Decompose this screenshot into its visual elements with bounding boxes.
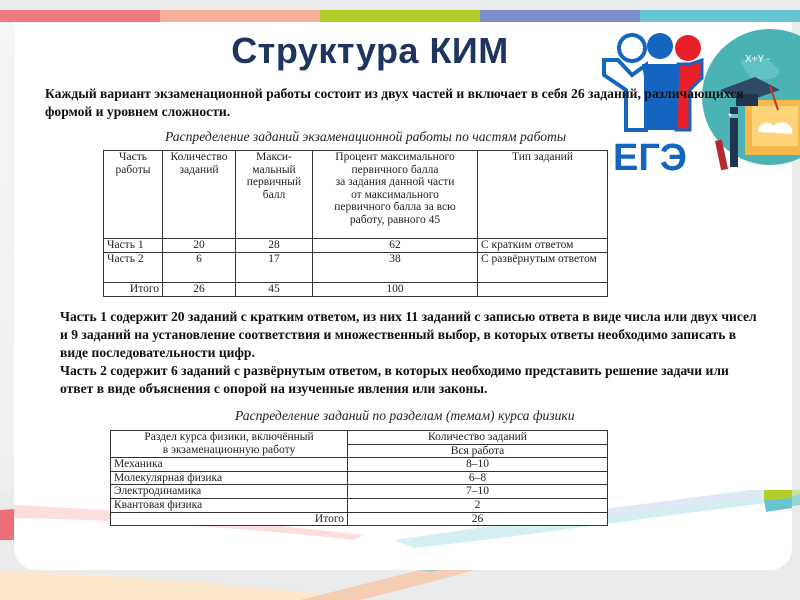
logo-head-left xyxy=(619,35,645,61)
table-cell: 7–10 xyxy=(348,485,608,499)
table1-caption: Распределение заданий экзаменационной работы по частям работы xyxy=(165,129,567,144)
table-cell: Часть 1 xyxy=(104,239,163,253)
header-cell: Раздел курса физики, включённый в экзаменационную работу xyxy=(111,431,348,458)
table-row xyxy=(111,458,608,472)
svg-text:X+Y -: X+Y - xyxy=(745,54,771,65)
table-cell: Итого xyxy=(111,512,348,526)
table-cell: 26 xyxy=(348,512,608,526)
table-cell: 20 xyxy=(163,239,236,253)
table-cell: Молекулярная физика xyxy=(111,471,348,485)
table2-caption: Распределение заданий по разделам (темам) курса физики xyxy=(235,408,575,423)
table-cell: 2 xyxy=(348,498,608,512)
table-cell: Механика xyxy=(111,458,348,472)
table-cell: Квантовая физика xyxy=(111,498,348,512)
table-cell: Итого xyxy=(104,283,163,297)
header-cell: Тип заданий xyxy=(478,151,608,239)
table-total-row xyxy=(111,512,608,526)
table-cell xyxy=(478,283,608,297)
header-cell: Количество заданий xyxy=(348,431,608,445)
table-row xyxy=(104,253,608,283)
table-cell: 45 xyxy=(236,283,313,297)
table-cell: 17 xyxy=(236,253,313,283)
table-cell: 100 xyxy=(313,283,478,297)
header-cell: Вся работа xyxy=(348,444,608,458)
table-cell: Часть 2 xyxy=(104,253,163,283)
header-cell: Процент максимального первичного балла за задания данной части от максимального первичного балла за всю работу, равного 45 xyxy=(313,151,478,239)
part1-description: Часть 1 содержит 20 заданий с кратким ответом, из них 11 заданий с записью ответа в виде числа или двух чисел и 9 заданий на установление соответствия и множественный выбор, в которых ответы необходимо записать в виде последовательности цифр. xyxy=(60,309,757,360)
svg-text:ЕГЭ: ЕГЭ xyxy=(613,137,687,175)
table-total-row xyxy=(104,283,608,297)
table-cell: 6–8 xyxy=(348,471,608,485)
parts-table xyxy=(103,150,608,297)
header-cell: Количество заданий xyxy=(163,151,236,239)
stripe-segment-peach xyxy=(160,10,320,22)
table-cell: Электродинамика xyxy=(111,485,348,499)
table-row xyxy=(111,498,608,512)
body-text xyxy=(60,308,760,398)
stripe-segment-coral xyxy=(0,10,160,22)
page-title: Структура КИМ xyxy=(231,30,509,71)
stripe-segment-lime xyxy=(320,10,480,22)
table-cell: С развёрнутым ответом xyxy=(478,253,608,283)
table-cell: 8–10 xyxy=(348,458,608,472)
intro-paragraph: Каждый вариант экзаменационной работы состоит из двух частей и включает в себя 26 заданий, различающихся формой и уровнем сложности. xyxy=(45,86,744,119)
table-header-row xyxy=(111,431,608,445)
table-row xyxy=(111,471,608,485)
topics-table xyxy=(110,430,608,526)
table-cell: 6 xyxy=(163,253,236,283)
table-row xyxy=(104,239,608,253)
header-cell: Макси- мальный первичный балл xyxy=(236,151,313,239)
table-cell: 62 xyxy=(313,239,478,253)
table-header-row xyxy=(104,151,608,239)
table-cell: 28 xyxy=(236,239,313,253)
svg-text:*: * xyxy=(728,112,732,123)
table-cell: 38 xyxy=(313,253,478,283)
table-cell: С кратким ответом xyxy=(478,239,608,253)
table-cell: 26 xyxy=(163,283,236,297)
table-row xyxy=(111,485,608,499)
part2-description: Часть 2 содержит 6 заданий с развёрнутым ответом, в которых необходимо представить решение задачи или ответ в виде объяснения с опорой на изученные явления или законы. xyxy=(60,363,729,396)
header-cell: Часть работы xyxy=(104,151,163,239)
